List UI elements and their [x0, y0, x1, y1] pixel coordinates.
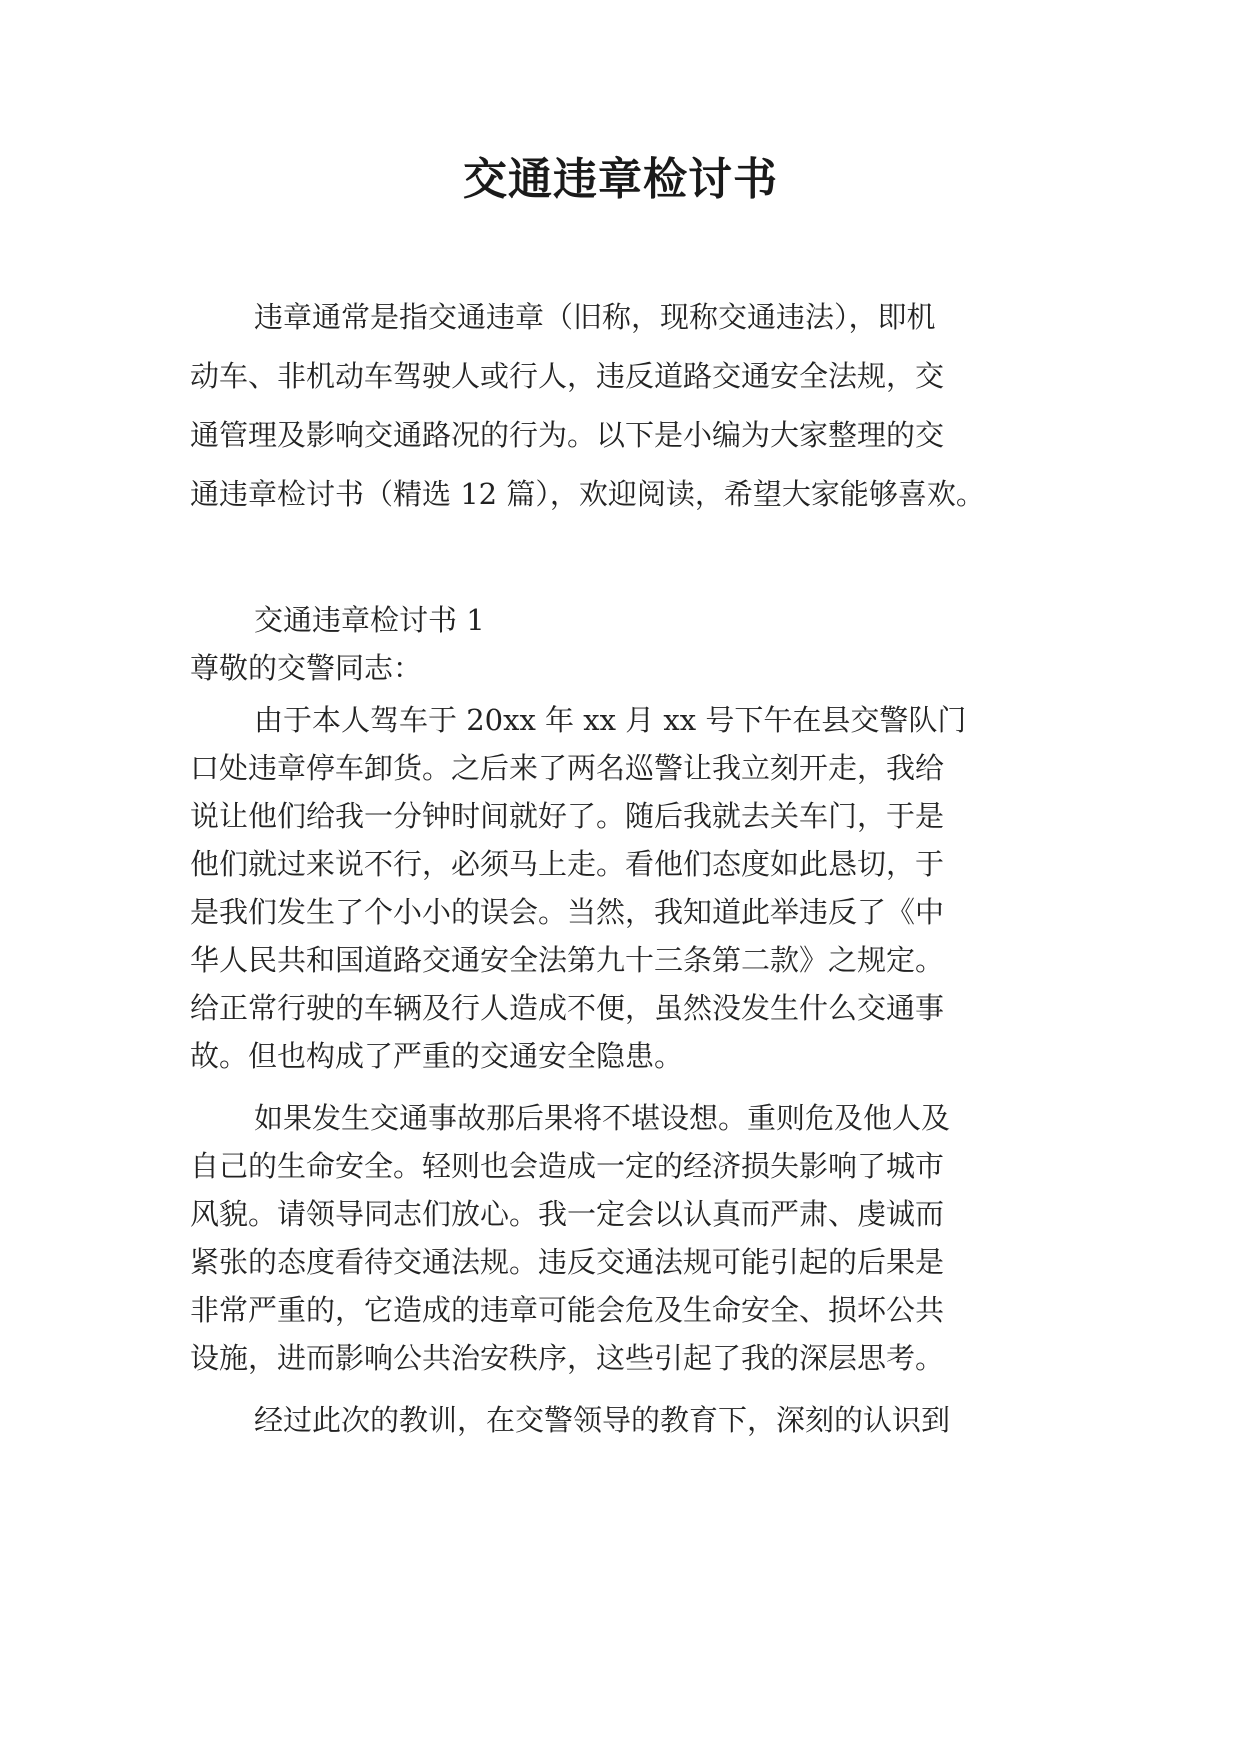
- paragraph-line: 经过此次的教训，在交警领导的教育下，深刻的认识到: [254, 1403, 951, 1437]
- paragraph-line: 非常严重的，它造成的违章可能会危及生命安全、损坏公共: [190, 1293, 945, 1327]
- paragraph-3: [190, 1396, 1050, 1444]
- salutation: 尊敬的交警同志：: [190, 651, 423, 685]
- paragraph-2: [190, 1094, 1050, 1382]
- paragraph-line: 他们就过来说不行，必须马上走。看他们态度如此恳切，于: [190, 847, 945, 881]
- paragraph-line: 设施，进而影响公共治安秩序，这些引起了我的深层思考。: [190, 1341, 945, 1375]
- paragraph-1: [190, 696, 1050, 1080]
- intro-paragraph: [190, 288, 1050, 524]
- paragraph-line: 给正常行驶的车辆及行人造成不便，虽然没发生什么交通事: [190, 991, 945, 1025]
- intro-line: 通违章检讨书（精选 12 篇），欢迎阅读，希望大家能够喜欢。: [190, 477, 985, 511]
- paragraph-line: 故。但也构成了严重的交通安全隐患。: [190, 1039, 684, 1073]
- intro-line: 通管理及影响交通路况的行为。以下是小编为大家整理的交: [190, 418, 945, 452]
- document-title: 交通违章检讨书: [463, 154, 778, 205]
- paragraph-line: 华人民共和国道路交通安全法第九十三条第二款》之规定。: [190, 943, 945, 977]
- paragraph-line: 风貌。请领导同志们放心。我一定会以认真而严肃、虔诚而: [190, 1197, 945, 1231]
- intro-line: 动车、非机动车驾驶人或行人，违反道路交通安全法规，交: [190, 359, 945, 393]
- document-body: [190, 288, 1050, 1444]
- paragraph-line: 口处违章停车卸货。之后来了两名巡警让我立刻开走，我给: [190, 751, 945, 785]
- paragraph-line: 由于本人驾车于 20xx 年 xx 月 xx 号下午在县交警队门: [254, 703, 967, 737]
- paragraph-line: 紧张的态度看待交通法规。违反交通法规可能引起的后果是: [190, 1245, 945, 1279]
- paragraph-line: 自己的生命安全。轻则也会造成一定的经济损失影响了城市: [190, 1149, 945, 1183]
- paragraph-line: 说让他们给我一分钟时间就好了。随后我就去关车门，于是: [190, 799, 945, 833]
- paragraph-line: 如果发生交通事故那后果将不堪设想。重则危及他人及: [254, 1101, 951, 1135]
- section-title: 交通违章检讨书 1: [254, 603, 485, 637]
- paragraph-line: 是我们发生了个小小的误会。当然，我知道此举违反了《中: [190, 895, 945, 929]
- intro-line: 违章通常是指交通违章（旧称，现称交通违法），即机: [254, 300, 936, 334]
